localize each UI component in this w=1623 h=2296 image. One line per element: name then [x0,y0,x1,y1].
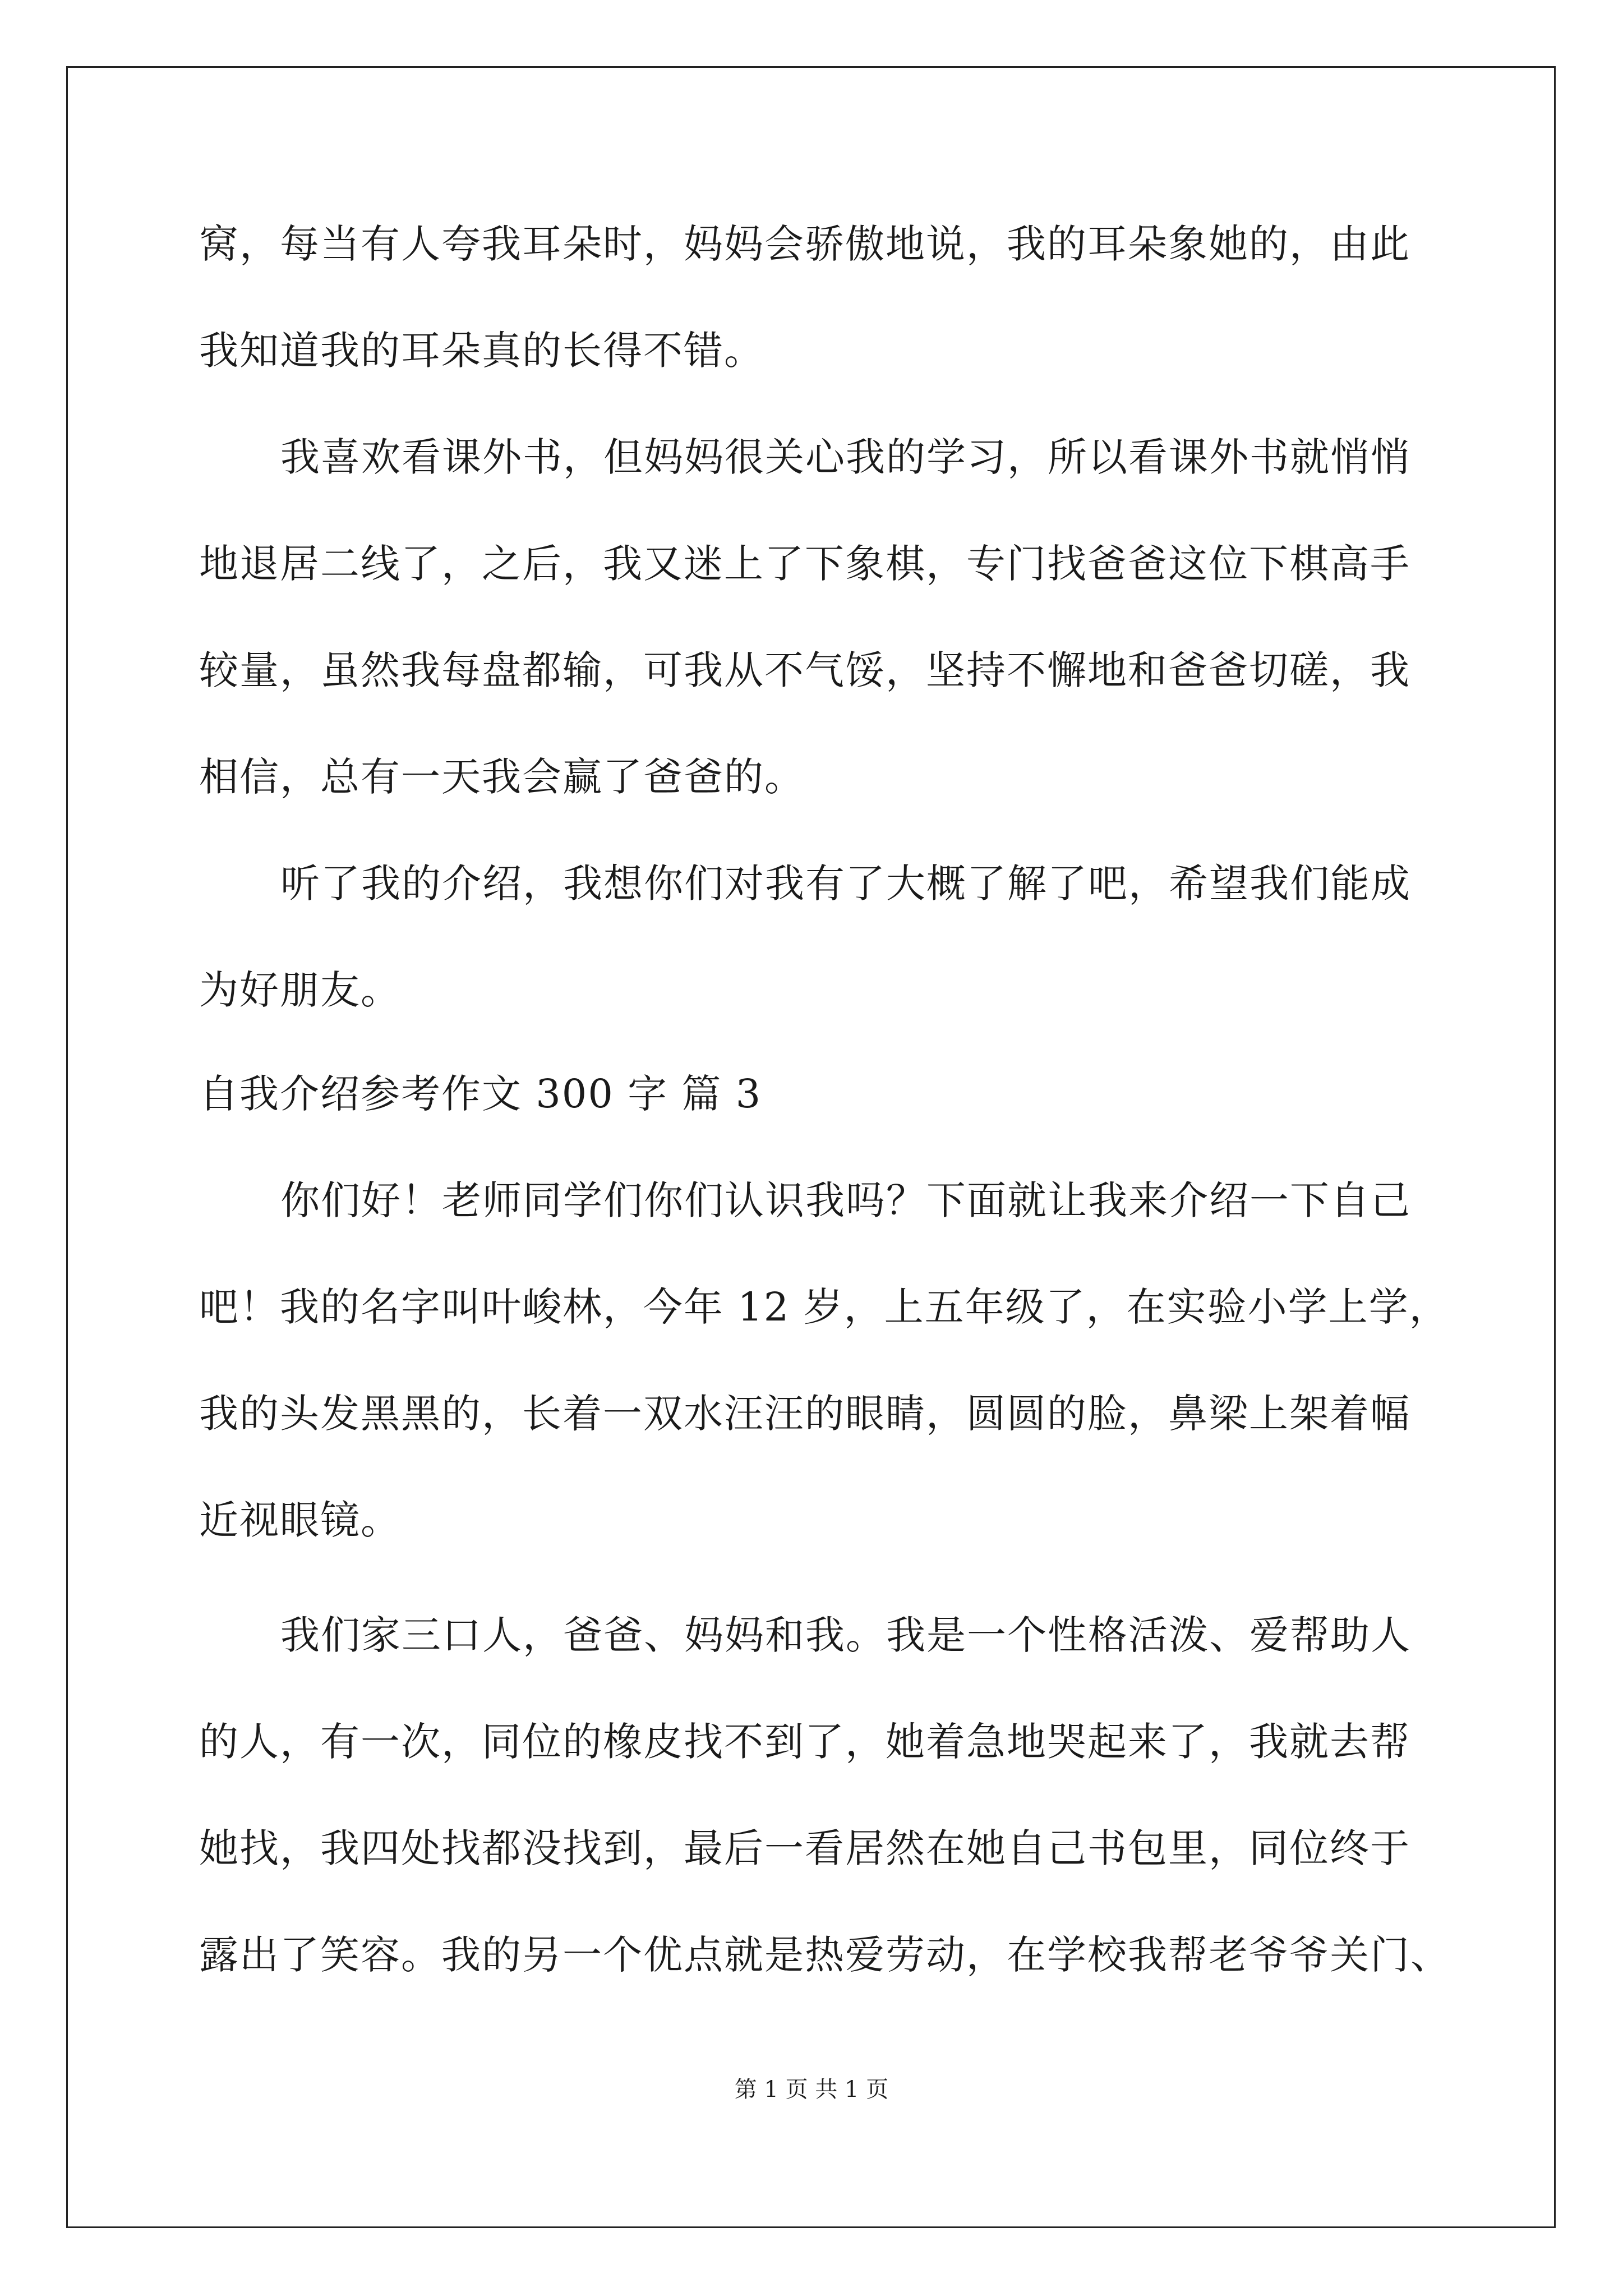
text-line: 的人，有一次，同位的橡皮找不到了，她着急地哭起来了，我就去帮 [199,1719,1410,1765]
page-footer: 第 1 页 共 1 页 [734,2077,889,2102]
text-line: 近视眼镜。 [199,1497,401,1543]
page-frame [66,66,1556,2228]
text-line: 吧！我的名字叫叶峻林，今年 12 岁，上五年级了，在实验小学上学， [199,1284,1450,1330]
paragraph-first-line: 我们家三口人，爸爸、妈妈和我。我是一个性格活泼、爱帮助人 [280,1612,1411,1658]
paragraph-first-line: 你们好！老师同学们你们认识我吗？下面就让我来介绍一下自己 [280,1177,1411,1223]
text-line: 较量，虽然我每盘都输，可我从不气馁，坚持不懈地和爸爸切磋，我 [199,647,1410,693]
text-line: 窝，每当有人夸我耳朵时，妈妈会骄傲地说，我的耳朵象她的，由此 [199,221,1410,267]
text-line: 我知道我的耳朵真的长得不错。 [199,328,764,374]
text-line: 地退居二线了，之后，我又迷上了下象棋，专门找爸爸这位下棋高手 [199,541,1410,587]
paragraph-first-line: 听了我的介绍，我想你们对我有了大概了解了吧，希望我们能成 [280,861,1411,907]
section-heading: 自我介绍参考作文 300 字 篇 3 [199,1071,762,1117]
text-line: 为好朋友。 [199,967,401,1013]
paragraph-first-line: 我喜欢看课外书，但妈妈很关心我的学习，所以看课外书就悄悄 [280,434,1411,480]
text-line: 相信，总有一天我会赢了爸爸的。 [199,754,805,800]
text-line: 露出了笑容。我的另一个优点就是热爱劳动，在学校我帮老爷爷关门、 [199,1932,1451,1978]
text-line: 我的头发黑黑的，长着一双水汪汪的眼睛，圆圆的脸，鼻梁上架着幅 [199,1391,1410,1437]
text-line: 她找，我四处找都没找到，最后一看居然在她自己书包里，同位终于 [199,1825,1410,1871]
